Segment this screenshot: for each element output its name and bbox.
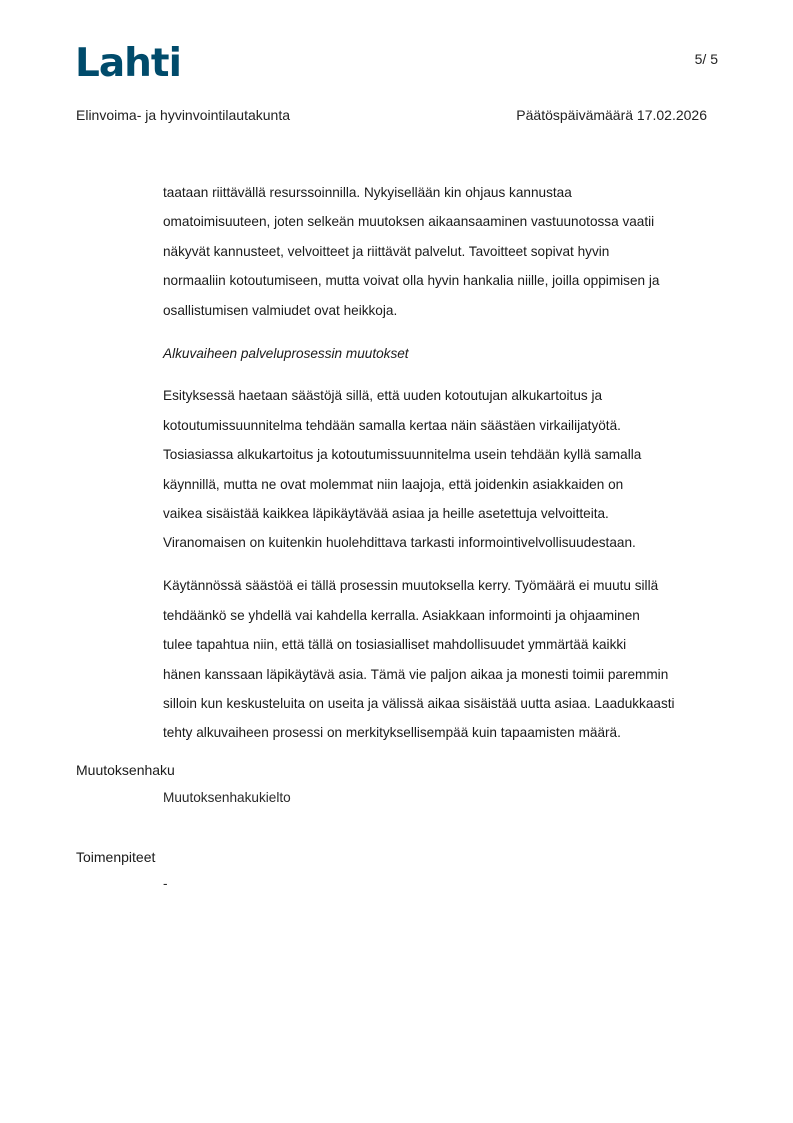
text-line: tehty alkuvaiheen prosessi on merkityksellisempää kuin tapaamisten määrä. [163,725,621,741]
text-line: käynnillä, mutta ne ovat molemmat niin laajoja, että joidenkin asiakkaiden on [163,476,624,492]
paragraph-savings [163,381,728,557]
text-line: tehdäänkö se yhdellä vai kahdella kerralla. Asiakkaan informointi ja ohjaaminen [163,607,640,623]
appeal-section-title: Muutoksenhaku [76,762,175,778]
text-line: silloin kun keskusteluita on useita ja välissä aikaa sisäistää uutta asiaa. Laadukkaasti [163,696,675,711]
actions-section-title: Toimenpiteet [76,849,156,865]
actions-section-value: - [163,876,168,891]
appeal-section-value: Muutoksenhakukielto [163,790,291,805]
text-line: Käytännössä säästöä ei tällä prosessin muutoksella kerry. Työmäärä ei muutu sillä [163,578,659,594]
page-number: 5/ 5 [694,51,718,67]
text-line: normaaliin kotoutumiseen, mutta voivat olla hyvin hankalia niille, joilla oppimisen ja [163,273,660,289]
text-line: taataan riittävällä resurssoinnilla. Nykyisellään kin ohjaus kannustaa [163,185,572,200]
lahti-logo: Lahti [75,41,181,86]
paragraph-resourcing [163,178,728,325]
document-body [163,178,728,748]
text-line: osallistumisen valmiudet ovat heikkoja. [163,302,398,318]
text-line: Tosiasiassa alkukartoitus ja kotoutumissuunnitelma usein tehdään kyllä samalla [163,447,642,463]
text-line: kotoutumissuunnitelma tehdään samalla kertaa näin säästäen virkailijatyötä. [163,417,621,433]
committee-name: Elinvoima- ja hyvinvointilautakunta [76,107,290,123]
text-line: Esityksessä haetaan säästöjä sillä, että uuden kotoutujan alkukartoitus ja [163,388,603,404]
text-line: tulee tapahtua niin, että tällä on tosiasialliset mahdollisuudet ymmärtää kaikki [163,637,627,653]
decision-date: Päätöspäivämäärä 17.02.2026 [516,107,707,123]
paragraph-practice [163,571,728,747]
text-line: Viranomaisen on kuitenkin huolehdittava tarkasti informointivelvollisuudestaan. [163,535,636,551]
text-line: näkyvät kannusteet, velvoitteet ja riittävät palvelut. Tavoitteet sopivat hyvin [163,243,610,259]
text-line: omatoimisuuteen, joten selkeän muutoksen aikaansaaminen vastuunotossa vaatii [163,214,655,230]
text-line: vaikea sisäistää kaikkea läpikäytävää asiaa ja heille asetettuja velvoitteita. [163,506,609,522]
subheading-initial-phase: Alkuvaiheen palveluprosessin muutokset [163,345,409,361]
text-line: hänen kanssaan läpikäytävä asia. Tämä vie paljon aikaa ja monesti toimii paremmin [163,666,669,682]
